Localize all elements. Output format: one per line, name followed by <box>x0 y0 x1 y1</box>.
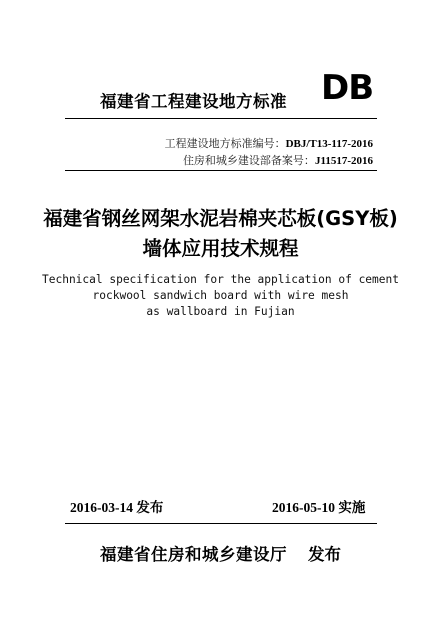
record-number-label: 住房和城乡建设部备案号： <box>182 154 315 167</box>
standard-number: DBJ/T13-117-2016 <box>285 138 373 150</box>
record-number: J11517-2016 <box>314 155 373 167</box>
title-zh-line1: 福建省钢丝网架水泥岩棉夹芯板(GSY板) <box>43 207 398 230</box>
db-logo: DB <box>321 68 374 108</box>
record-number-line <box>183 152 373 168</box>
issuing-authority: 福建省住房和城乡建设厅 <box>100 545 287 564</box>
title-en-line1: Technical specification for the application of cement <box>42 273 399 286</box>
title-en-line2: rockwool sandwich board with wire mesh <box>92 289 349 302</box>
footer-rule <box>65 523 377 524</box>
standard-series-title: 福建省工程建设地方标准 <box>100 92 287 111</box>
header-rule <box>65 118 377 119</box>
standard-number-line <box>165 135 373 151</box>
issued-label: 发布 <box>308 545 341 564</box>
standard-number-label: 工程建设地方标准编号： <box>164 137 286 150</box>
title-en-line3: as wallboard in Fujian <box>146 305 295 318</box>
meta-rule <box>65 170 377 171</box>
implementation-date: 2016-05-10 实施 <box>272 500 366 515</box>
release-date: 2016-03-14 发布 <box>70 500 164 515</box>
title-zh-line2: 墙体应用技术规程 <box>142 237 299 260</box>
